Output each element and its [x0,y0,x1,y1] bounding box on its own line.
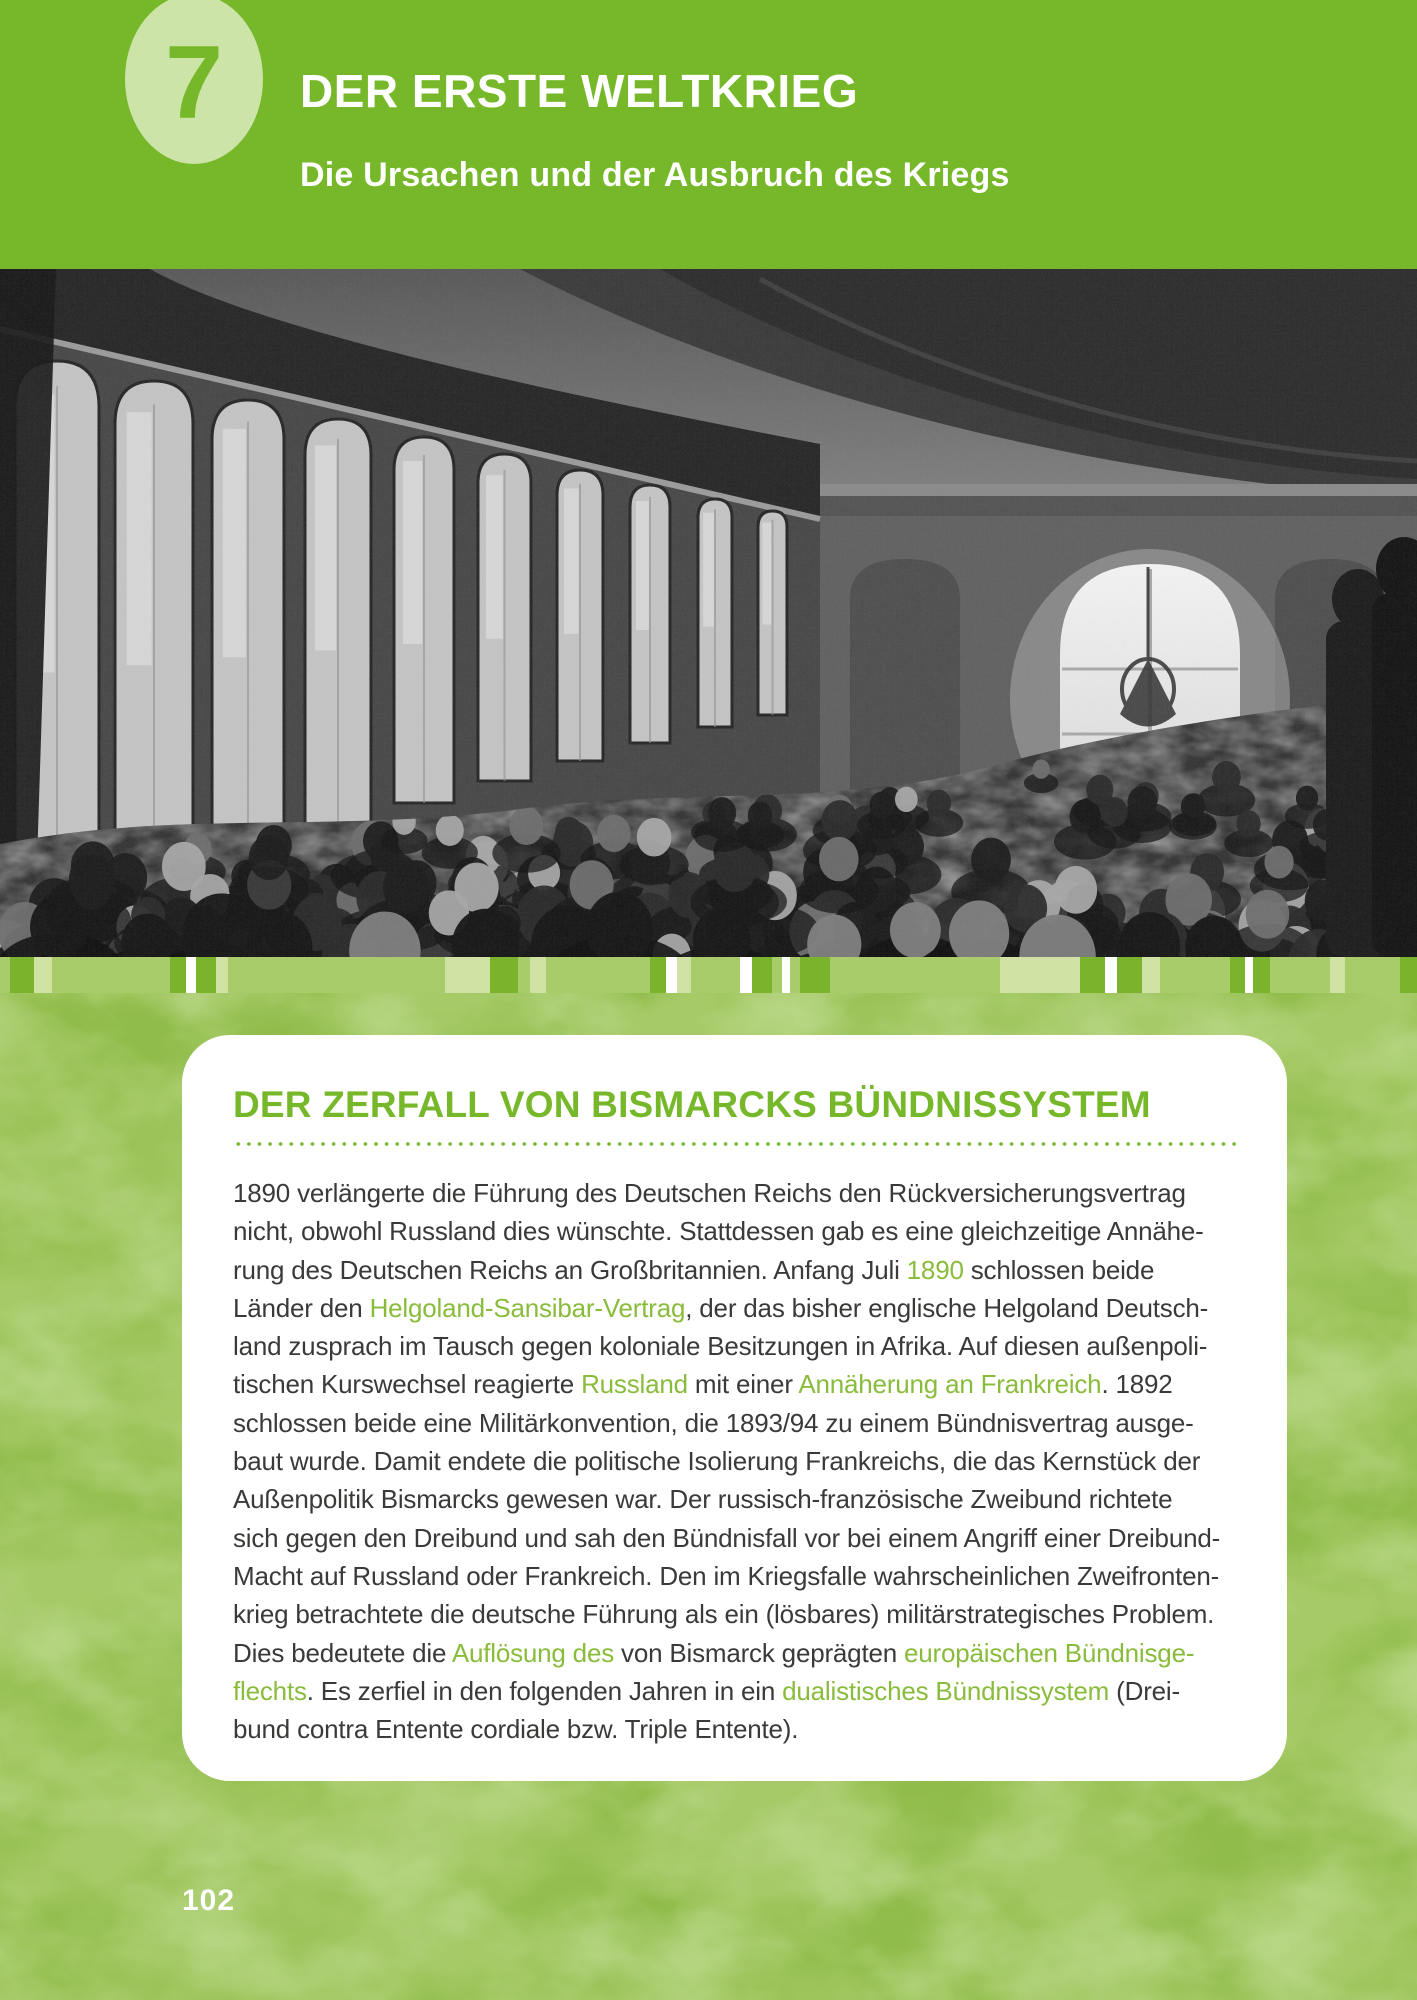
section-heading: DER ZERFALL VON BISMARCKS BÜNDNISSYSTEM [233,1084,1151,1125]
stripe [490,957,518,993]
stripe [1080,957,1105,993]
stripe [1345,957,1400,993]
paragraph-line: rung des Deutschen Reichs an Großbritannien. Anfang Juli 1890 schlossen beide [233,1254,1155,1285]
paragraph-line: flechts. Es zerfiel in den folgenden Jahren in ein dualistisches Bündnissystem (Drei- [233,1675,1180,1706]
keyword-highlight: Auflösung des [451,1637,614,1668]
stripe [666,957,677,993]
chapter-number: 7 [165,25,223,141]
paragraph-line: Dies bedeutete die Auflösung des von Bismarck geprägten europäischen Bündnisge- [233,1637,1195,1668]
paragraph-line: nicht, obwohl Russland dies wünschte. Stattdessen gab es eine gleichzeitige Annähe- [233,1216,1204,1247]
page-number: 102 [182,1884,236,1917]
stripe [830,957,1000,993]
keyword-highlight: europäischen Bündnisge- [904,1637,1195,1668]
stripe [1117,957,1142,993]
stripe [691,957,740,993]
stripe [1400,957,1417,993]
chapter-title: DER ERSTE WELTKRIEG [300,65,859,117]
stripe [650,957,666,993]
stripe [0,957,10,993]
chapter-header [0,0,1417,269]
stripe [1330,957,1345,993]
stripe [1160,957,1230,993]
stripe [196,957,216,993]
keyword-highlight: dualistisches Bündnissystem [782,1675,1110,1706]
barcode-strip [0,957,1417,993]
stripe [445,957,490,993]
paragraph-line: tischen Kurswechsel reagierte Russland mit einer Annäherung an Frankreich. 1892 [233,1369,1173,1400]
chapter-number-badge [125,0,263,164]
paragraph-line: krieg betrachtete die deutsche Führung als ein (lösbares) militärstrategisches Problem. [233,1599,1215,1630]
section-paragraph [233,1174,1240,1748]
stripe [1253,957,1270,993]
stripe [1245,957,1253,993]
stripe [170,957,186,993]
stripe [752,957,772,993]
stripe [1000,957,1080,993]
historical-photo [0,269,1417,957]
keyword-highlight: Russland [581,1369,688,1400]
chapter-subtitle: Die Ursachen und der Ausbruch des Kriegs [300,156,1010,194]
stripe [1105,957,1117,993]
stripe [530,957,546,993]
stripe [1142,957,1160,993]
stripe [518,957,530,993]
stripe [546,957,650,993]
paragraph-line: Macht auf Russland oder Frankreich. Den im Kriegsfalle wahrscheinlichen Zweifronten- [233,1560,1220,1591]
paragraph-line: schlossen beide eine Militärkonvention, die 1893/94 zu einem Bündnisvertrag ausge- [233,1407,1194,1438]
paragraph-line: baut wurde. Damit endete die politische Isolierung Frankreichs, die das Kernstück der [233,1446,1201,1477]
stripe [800,957,830,993]
paragraph-line: Länder den Helgoland-Sansibar-Vertrag, der das bisher englische Helgoland Deutsch- [233,1292,1209,1323]
stripe [216,957,228,993]
stripe [10,957,34,993]
stripe [772,957,782,993]
paragraph-line: Außenpolitik Bismarcks gewesen war. Der russisch-französische Zweibund richtete [233,1484,1173,1515]
stripe [52,957,170,993]
paragraph-line: bund contra Entente cordiale bzw. Triple Entente). [233,1714,799,1745]
paragraph-line: sich gegen den Dreibund und sah den Bündnisfall vor bei einem Angriff einer Dreibund- [233,1522,1221,1553]
content-card [182,1035,1287,1781]
keyword-highlight: flechts [233,1675,307,1706]
stripe [677,957,691,993]
stripe [790,957,800,993]
stripe [34,957,52,993]
stripe [228,957,445,993]
paragraph-line: land zusprach im Tausch gegen koloniale Besitzungen in Afrika. Auf diesen außenpoli- [233,1331,1208,1362]
stripe [1270,957,1330,993]
dotted-divider [233,1141,1240,1147]
keyword-highlight: Helgoland-Sansibar-Vertrag [369,1292,686,1323]
film-grain-overlay [0,269,1417,957]
stripe [740,957,752,993]
paragraph-line: 1890 verlängerte die Führung des Deutschen Reichs den Rückversicherungsvertrag [233,1178,1186,1208]
stripe [782,957,790,993]
keyword-highlight: 1890 [906,1254,964,1285]
stripe [1230,957,1245,993]
keyword-highlight: Annäherung an Frankreich [798,1369,1102,1400]
stripe [186,957,196,993]
